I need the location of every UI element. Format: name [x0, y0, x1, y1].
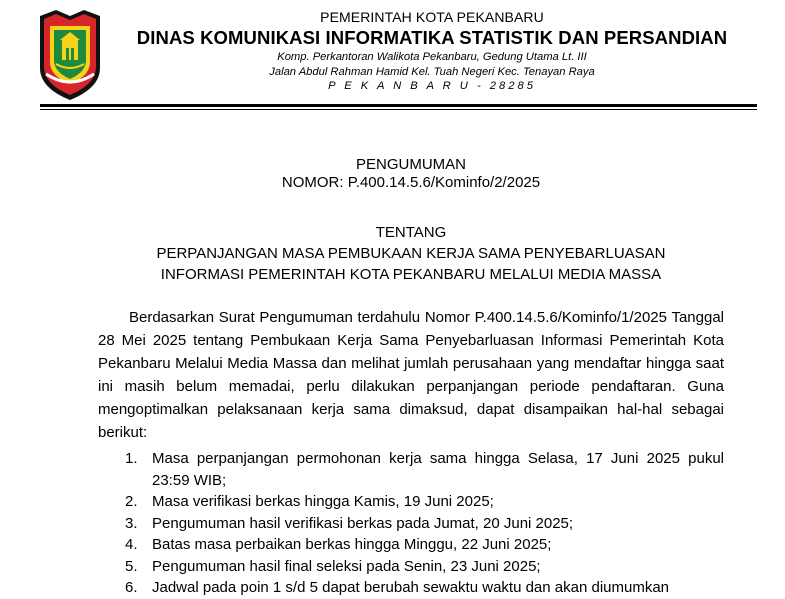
announcement-heading-block — [98, 156, 724, 192]
announcement-heading: PENGUMUMAN — [355, 156, 466, 173]
pekanbaru-emblem-icon — [38, 10, 102, 102]
list-item-text: Pengumuman hasil final seleksi pada Senin, 23 Juni 2025; — [152, 557, 541, 575]
body-paragraph: Berdasarkan Surat Pengumuman terdahulu Nomor P.400.14.5.6/Kominfo/1/2025 Tanggal 28 Mei 2025 tentang Pembukaan Kerja Sama Penyebarluasan Informasi Pemerintah Kota Pekanbaru Melalui Media Massa dan melihat jumlah perusahaan yang mendaftar hingga saat ini masih belum memadai, perlu dilakukan perpanjangan periode pendaftaran. Guna mengoptimalkan pelaksanaan kerja sama dimaksud, dapat disampaikan hal-hal sebagai berikut: — [98, 309, 724, 441]
list-item-text: Jadwal pada poin 1 s/d 5 dapat berubah sewaktu waktu dan akan diumumkan — [152, 579, 670, 596]
letterhead-divider-thin — [40, 109, 757, 110]
list-item-number: 6. — [125, 579, 138, 596]
list-item-text: Batas masa perbaikan berkas hingga Minggu, 22 Juni 2025; — [152, 536, 552, 553]
list-item — [98, 513, 724, 535]
office-name: DINAS KOMUNIKASI INFORMATIKA STATISTIK DAN PERSANDIAN — [136, 27, 728, 48]
government-name: PEMERINTAH KOTA PEKANBARU — [320, 9, 544, 25]
list-item-number: 2. — [125, 493, 138, 510]
announcement-number: NOMOR: P.400.14.5.6/Kominfo/2/2025 — [281, 174, 541, 191]
list-item-number: 5. — [125, 557, 138, 575]
list-item-text: Pengumuman hasil verifikasi berkas pada Jumat, 20 Juni 2025; — [152, 514, 574, 532]
list-item — [98, 556, 724, 578]
address-line-2: Jalan Abdul Rahman Hamid Kel. Tuah Negeri Kec. Tenayan Raya — [269, 65, 595, 78]
announcement-subject-line-1: PERPANJANGAN MASA PEMBUKAAN KERJA SAMA PENYEBARLUASAN — [156, 245, 666, 262]
list-item-number: 3. — [125, 514, 138, 532]
list-item — [98, 491, 724, 513]
letterhead-divider-thick — [40, 104, 757, 107]
list-item-number: 4. — [125, 536, 138, 553]
list-item — [98, 577, 724, 599]
schedule-list — [98, 448, 724, 599]
announcement-about: TENTANG — [375, 224, 447, 241]
announcement-subject-line-2: INFORMASI PEMERINTAH KOTA PEKANBARU MELALUI MEDIA MASSA — [160, 266, 662, 283]
list-item — [98, 448, 724, 491]
list-item-text: Masa verifikasi berkas hingga Kamis, 19 Juni 2025; — [152, 493, 494, 510]
address-line-1: Komp. Perkantoran Walikota Pekanbaru, Gedung Utama Lt. III — [277, 51, 587, 63]
announcement-subject-block — [98, 222, 724, 285]
list-item — [98, 534, 724, 556]
letterhead-text — [112, 8, 752, 94]
letterhead — [0, 0, 785, 110]
list-item-number: 1. — [125, 450, 138, 467]
list-item-text: Masa perpanjangan permohonan kerja sama hingga Selasa, 17 Juni 2025 pukul 23:59 WIB; — [152, 450, 724, 489]
city-postal: P E K A N B A R U - 28285 — [328, 80, 536, 92]
